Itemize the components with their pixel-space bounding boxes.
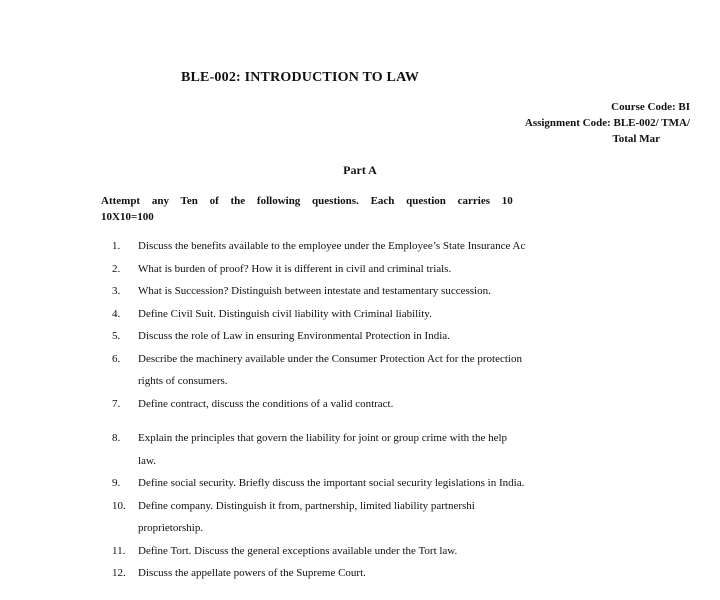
question-item bbox=[112, 325, 612, 348]
question-number: 11. bbox=[112, 544, 126, 557]
question-text: Discuss the appellate powers of the Supreme Court. bbox=[138, 567, 366, 579]
spacer bbox=[112, 415, 612, 427]
instruction-text bbox=[101, 193, 621, 225]
question-item bbox=[112, 348, 612, 371]
question-item bbox=[112, 258, 612, 281]
question-text: Define social security. Briefly discuss the important social security legislations in India. bbox=[138, 477, 525, 489]
question-number: 2. bbox=[112, 262, 121, 275]
part-heading: Part A bbox=[343, 163, 377, 177]
question-number: 1. bbox=[112, 240, 121, 252]
question-text: What is Succession? Distinguish between intestate and testamentary succession. bbox=[138, 285, 491, 297]
question-continuation: proprietorship. bbox=[138, 522, 204, 534]
instruction-line-2: 10X10=100 bbox=[101, 211, 154, 223]
question-number: 4. bbox=[112, 307, 121, 320]
question-number: 8. bbox=[112, 432, 121, 444]
question-text: Explain the principles that govern the liability for joint or group crime with the help bbox=[138, 432, 508, 444]
question-text: Define Civil Suit. Distinguish civil liability with Criminal liability. bbox=[138, 307, 432, 320]
question-item bbox=[112, 472, 612, 495]
question-item bbox=[112, 235, 612, 258]
question-number: 9. bbox=[112, 477, 121, 489]
course-code: Course Code: BI bbox=[611, 101, 690, 113]
question-text: Describe the machinery available under the Consumer Protection Act for the protection bbox=[138, 352, 522, 365]
question-text: Discuss the benefits available to the employee under the Employee’s State Insurance Ac bbox=[138, 240, 526, 252]
question-number: 7. bbox=[112, 397, 121, 410]
question-text: Discuss the role of Law in ensuring Environmental Protection in India. bbox=[138, 330, 450, 342]
question-item bbox=[112, 495, 612, 518]
question-list bbox=[112, 235, 612, 585]
question-number: 12. bbox=[112, 567, 126, 579]
total-marks: Total Mar bbox=[612, 133, 660, 145]
question-item bbox=[112, 280, 612, 303]
instruction-line-1: Attempt any Ten of the following questions. Each question carries 10 bbox=[101, 195, 513, 207]
question-continuation: rights of consumers. bbox=[138, 375, 228, 387]
question-number: 5. bbox=[112, 330, 121, 342]
question-text: What is burden of proof? How it is different in civil and criminal trials. bbox=[138, 262, 452, 275]
question-text: Define Tort. Discuss the general exceptions available under the Tort law. bbox=[138, 544, 458, 557]
question-text: Define company. Distinguish it from, partnership, limited liability partnershi bbox=[138, 499, 475, 512]
assignment-code: Assignment Code: BLE-002/ TMA/ bbox=[524, 117, 690, 129]
question-number: 3. bbox=[112, 285, 121, 297]
question-item bbox=[112, 393, 612, 416]
document-title: BLE-002: INTRODUCTION TO LAW bbox=[180, 70, 420, 85]
question-text: Define contract, discuss the conditions of a valid contract. bbox=[138, 397, 394, 410]
question-number: 10. bbox=[112, 499, 126, 512]
question-number: 6. bbox=[112, 352, 121, 365]
question-item bbox=[112, 562, 612, 585]
question-item bbox=[112, 303, 612, 326]
question-item bbox=[112, 540, 612, 563]
question-item bbox=[112, 427, 612, 450]
question-continuation: law. bbox=[138, 454, 156, 467]
